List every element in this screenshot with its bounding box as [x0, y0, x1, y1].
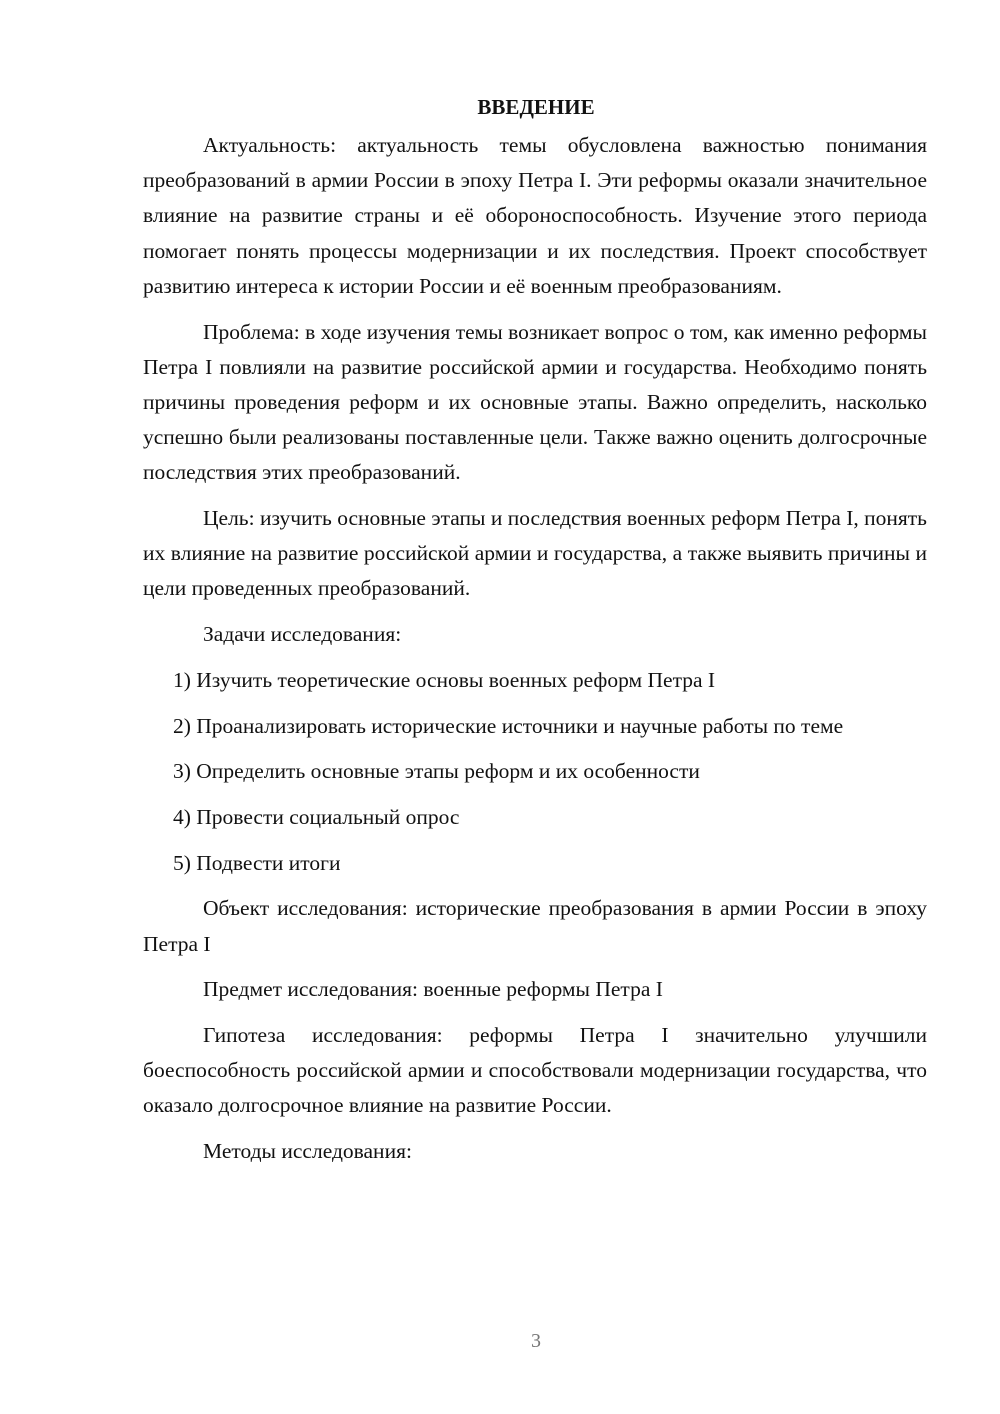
paragraph-methods-heading: Методы исследования:: [203, 1139, 412, 1164]
paragraph-subject: Предмет исследования: военные реформы Петра I: [203, 977, 663, 1002]
document-page: [143, 92, 927, 1169]
paragraph-problem: Проблема: в ходе изучения темы возникает вопрос о том, как именно реформы Петра I повлияли на развитие российской армии и государства. Необходимо понять причины проведения реформ и их основные этапы. Важно определить, насколько успешно были реализованы поставленные цели. Также важно оценить долгосрочные последствия этих преобразований.: [143, 319, 927, 485]
paragraph-object: Объект исследования: исторические преобразования в армии России в эпоху Петра I: [143, 896, 927, 956]
page-number: 3: [531, 1330, 541, 1352]
list-item: 3) Определить основные этапы реформ и их особенности: [173, 759, 700, 784]
list-item: 1) Изучить теоретические основы военных реформ Петра I: [173, 667, 716, 692]
list-item: 2) Проанализировать исторические источники и научные работы по теме: [173, 713, 844, 738]
list-item: 4) Провести социальный опрос: [173, 804, 460, 829]
paragraph-tasks-heading: Задачи исследования:: [203, 622, 402, 647]
paragraph-relevance: Актуальность: актуальность темы обусловлена важностью понимания преобразований в армии России в эпоху Петра I. Эти реформы оказали значительное влияние на развитие страны и её обороноспособность. Изучение этого периода помогает понять процессы модернизации и их последствия. Проект способствует развитию интереса к истории России и её военным преобразованиям.: [143, 133, 927, 298]
list-item: 5) Подвести итоги: [173, 850, 341, 875]
paragraph-hypothesis: Гипотеза исследования: реформы Петра I значительно улучшили боеспособность российской армии и способствовали модернизации государства, что оказало долгосрочное влияние на развитие России.: [143, 1022, 927, 1118]
paragraph-goal: Цель: изучить основные этапы и последствия военных реформ Петра I, понять их влияние на развитие российской армии и государства, а также выявить причины и цели проведенных преобразований.: [143, 506, 927, 601]
page-title: ВВЕДЕНИЕ: [477, 95, 595, 119]
